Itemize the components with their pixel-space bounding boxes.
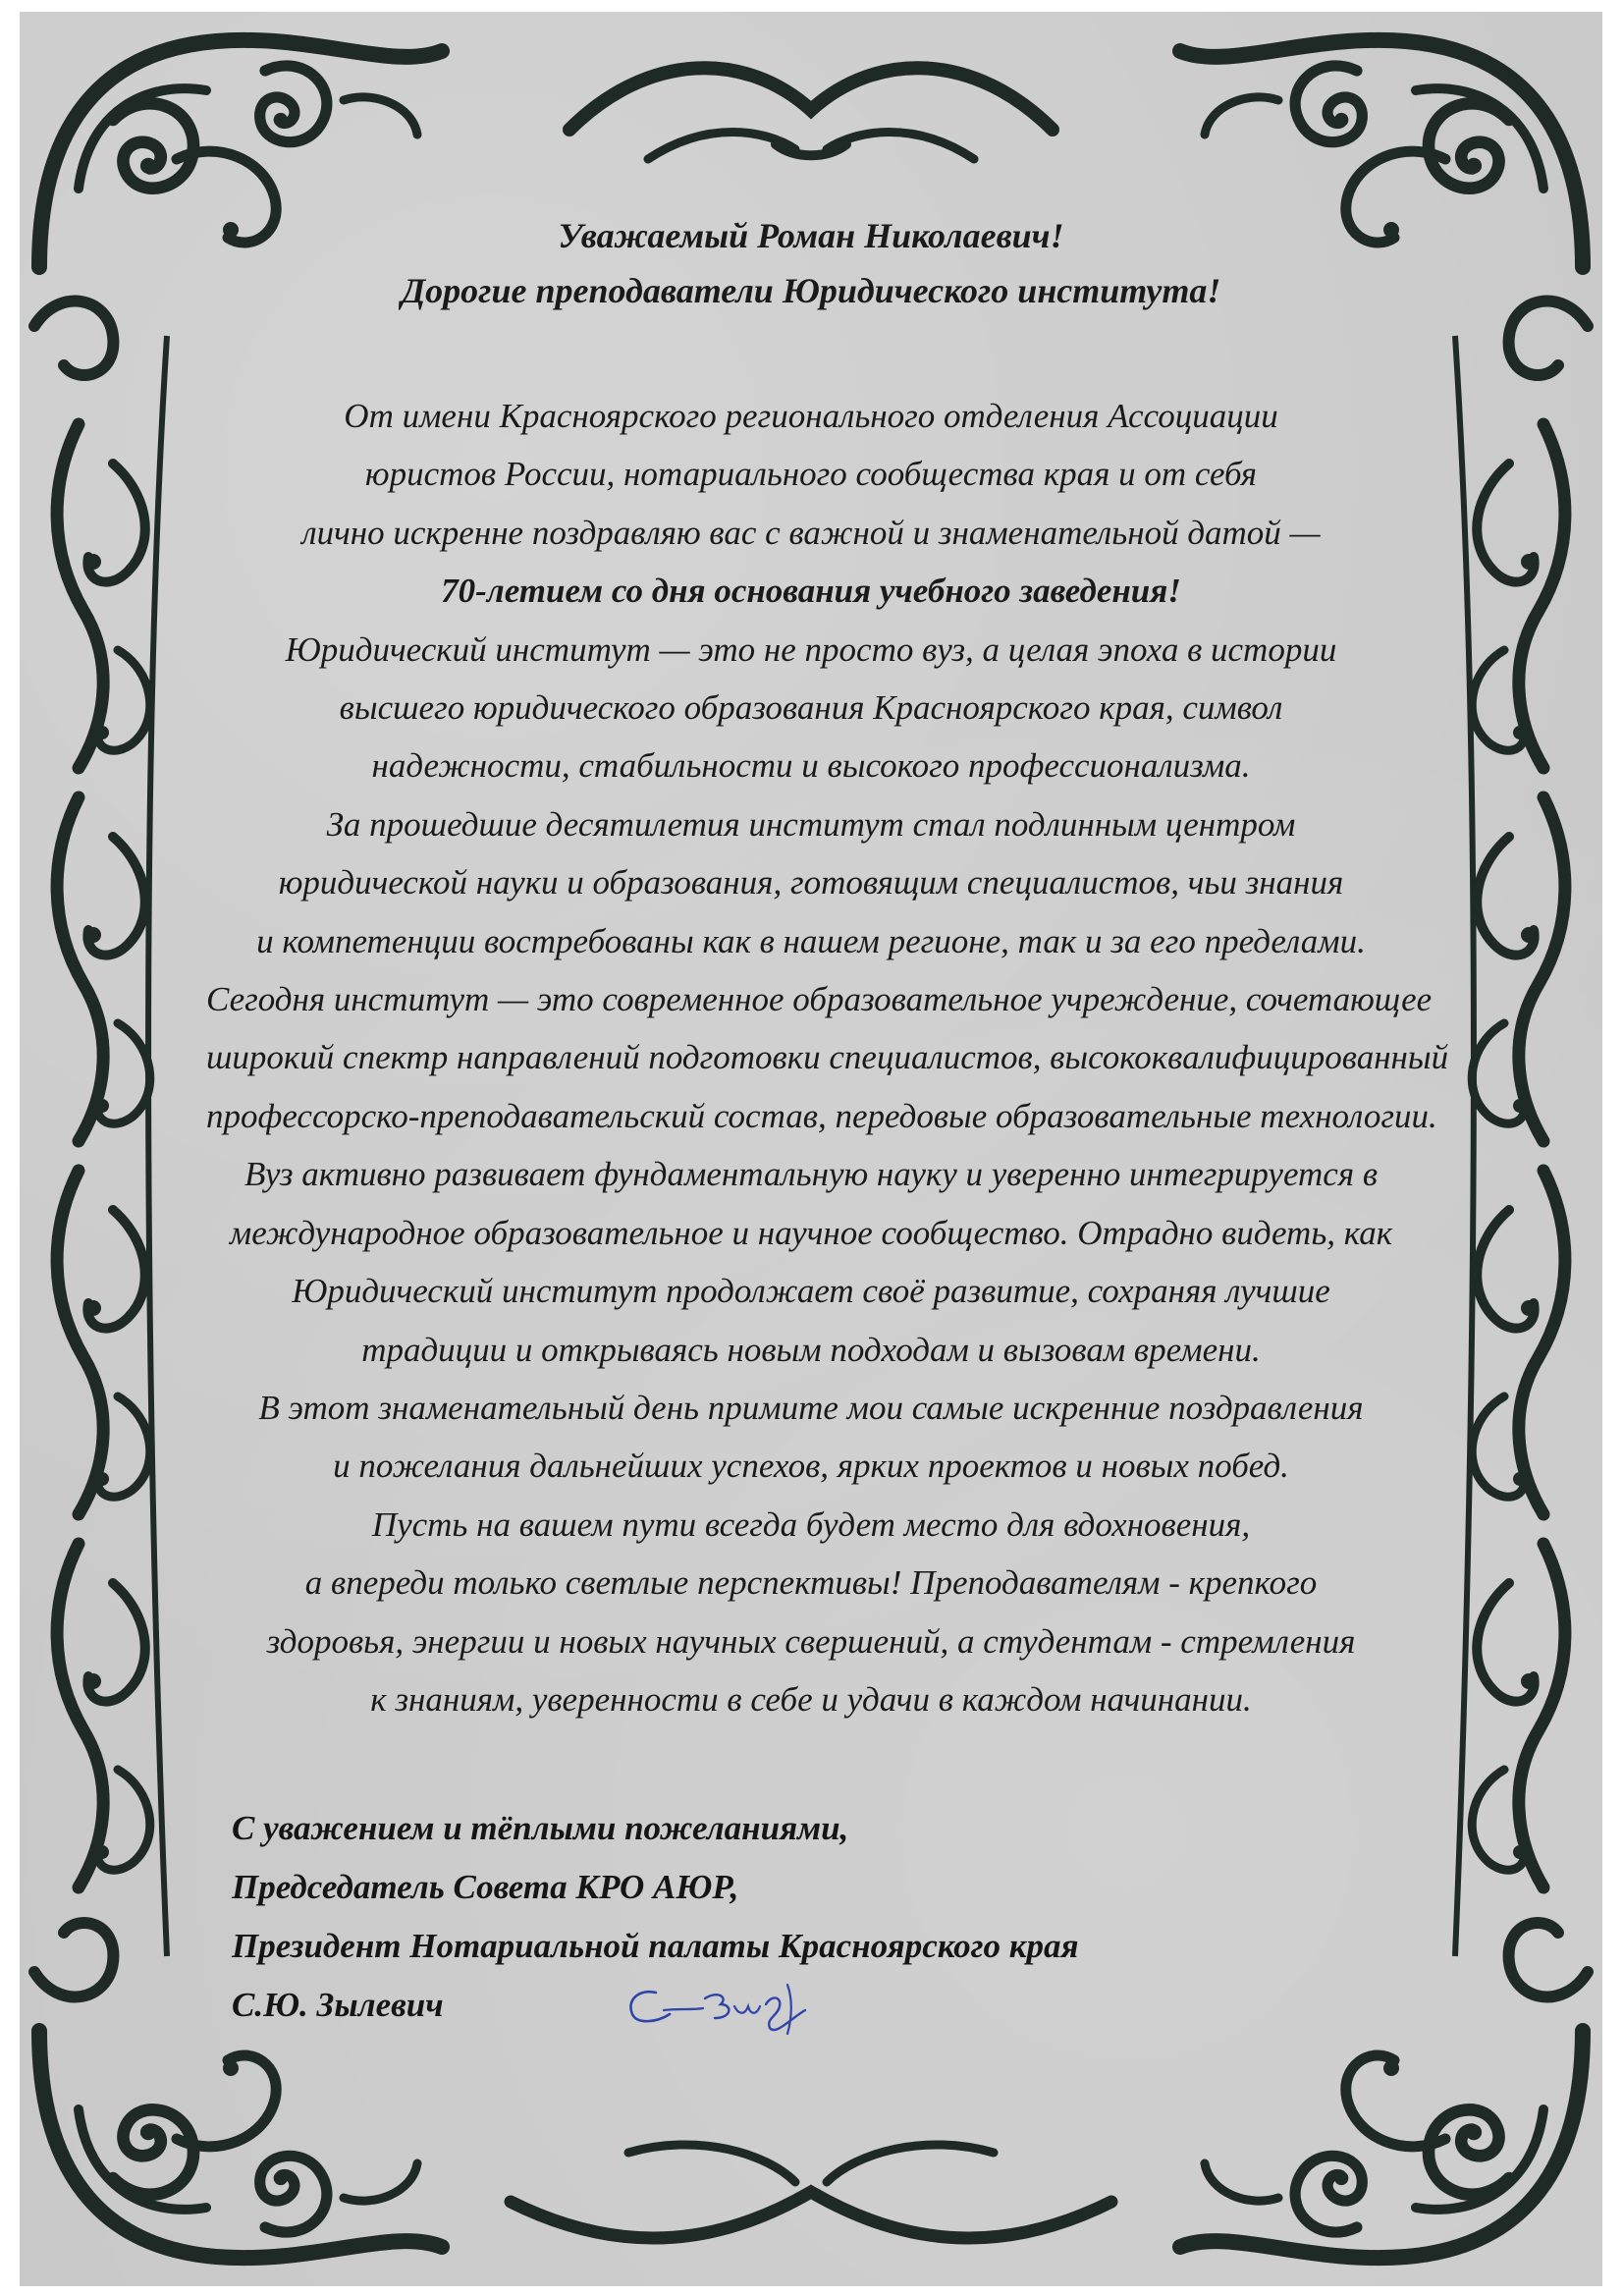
body-line: надежности, стабильности и высокого профессионализма. (371, 746, 1251, 786)
greeting-line-1: Уважаемый Роман Николаевич! (558, 216, 1064, 255)
body-line: здоровья, энергии и новых научных свершений, а студентам - стремления (266, 1621, 1356, 1661)
body-line: юристов России, нотариального сообщества края и от себя (364, 455, 1258, 494)
body-line: Сегодня институт — это современное образовательное учреждение, сочетающее (206, 980, 1433, 1019)
body-line: широкий спектр направлений подготовки специалистов, высококвалифицированный (206, 1038, 1449, 1077)
body-line: к знаниям, уверенности в себе и удачи в каждом начинании. (370, 1679, 1252, 1719)
body-line: а впереди только светлые перспективы! Преподавателям - крепкого (304, 1563, 1318, 1603)
body-line: От имени Красноярского регионального отделения Ассоциации (344, 397, 1278, 435)
letter-content (206, 208, 1449, 1728)
body-line: традиции и открываясь новым подходам и вызовам времени. (361, 1330, 1261, 1369)
body-line: и пожелания дальнейших успехов, ярких проектов и новых побед. (333, 1447, 1289, 1486)
anniversary-line: 70-летием со дня основания учебного заведения! (441, 572, 1181, 611)
closing-position-2: Президент Нотариальной палаты Красноярского края (232, 1927, 1079, 1965)
closing-position-1: Председатель Совета КРО АЮР, (232, 1868, 739, 1906)
body-line: юридической науки и образования, готовящим специалистов, чьи знания (278, 863, 1344, 902)
body-line: профессорско-преподавательский состав, передовые образовательные технологии. (206, 1096, 1437, 1135)
body-line: Юридический институт — это не просто вуз, а целая эпоха в истории (285, 629, 1337, 669)
body-line: За прошедшие десятилетия институт стал подлинным центром (326, 804, 1296, 844)
body-line: высшего юридического образования Красноярского края, символ (339, 688, 1283, 728)
letter-body (206, 387, 1449, 1728)
body-line: Вуз активно развивает фундаментальную науку и уверенно интегрируется в (243, 1155, 1379, 1194)
body-line: международное образовательное и научное сообщество. Отрадно видеть, как (229, 1213, 1393, 1252)
signatory-name: С.Ю. Зылевич (232, 1986, 444, 2024)
body-line: Пусть на вашем пути всегда будет место для вдохновения, (371, 1504, 1251, 1544)
body-line: и компетенции востребованы как в нашем регионе, так и за его пределами. (256, 921, 1366, 960)
body-line: Юридический институт продолжает своё развитие, сохраняя лучшие (292, 1272, 1330, 1311)
letter-sheet (20, 12, 1602, 2286)
handwritten-signature (619, 1971, 864, 2040)
body-line: лично искренне поздравляю вас с важной и знаменательной датой — (301, 513, 1321, 552)
greeting-line-2: Дорогие преподаватели Юридического института! (401, 271, 1221, 310)
closing-regards: С уважением и тёплыми пожеланиями, (232, 1809, 849, 1847)
body-line: В этот знаменательный день примите мои самые искренние поздравления (258, 1388, 1364, 1427)
